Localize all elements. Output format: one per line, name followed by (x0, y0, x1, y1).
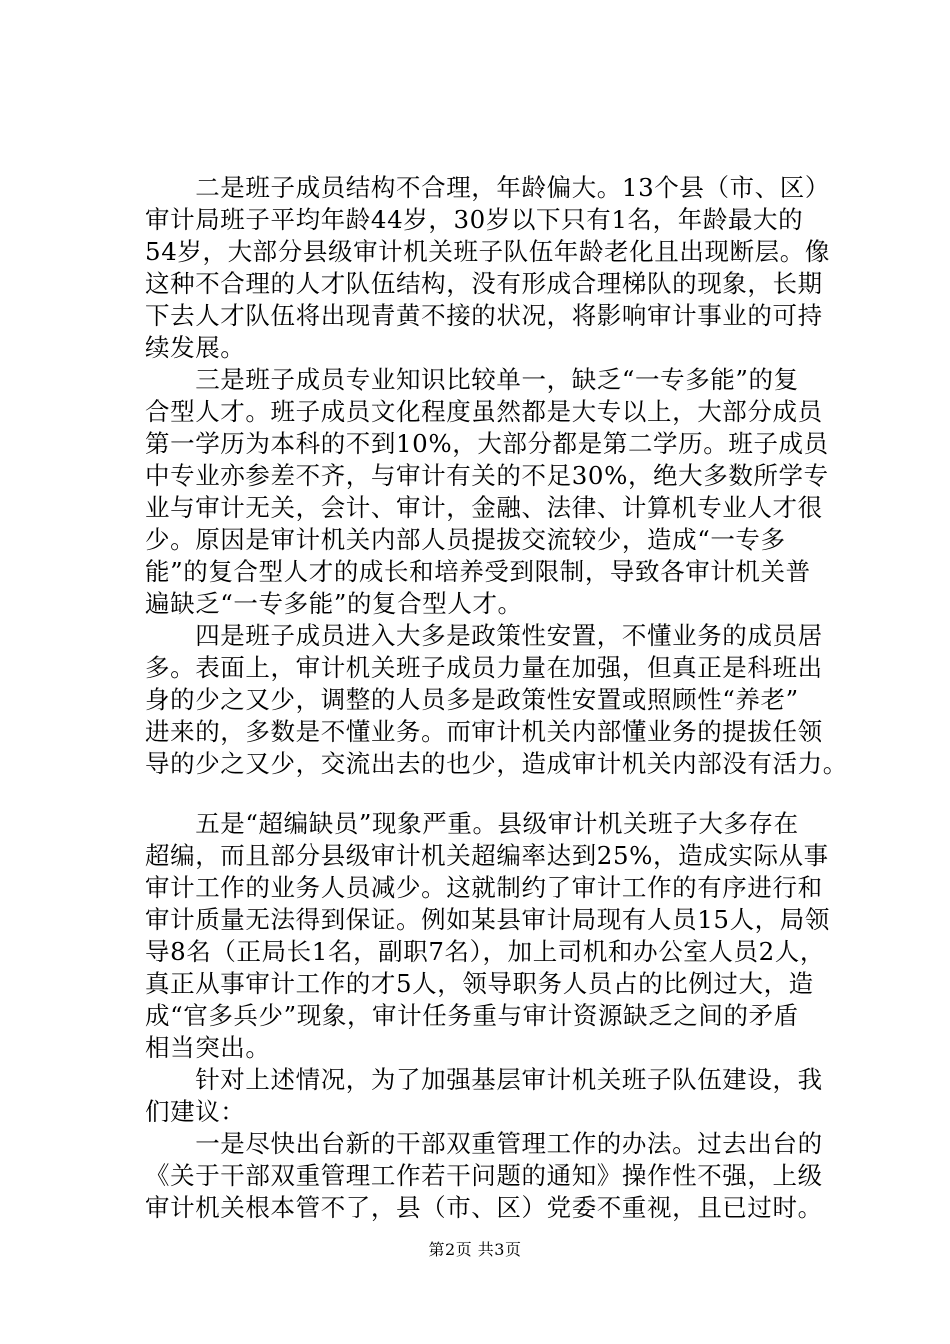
document-body (145, 172, 848, 1224)
paragraph-overstaffing (145, 808, 845, 1064)
text-line: 导的少之又少，交流出去的也少，造成审计机关内部没有活力。 (145, 749, 848, 778)
paragraph-suggestion-one (145, 1128, 845, 1224)
text-line: 遍缺乏“一专多能”的复合型人才。 (145, 589, 523, 618)
text-line: 54岁，大部分县级审计机关班子队伍年龄老化且出现断层。像 (145, 237, 830, 266)
text-line: 进来的，多数是不懂业务。而审计机关内部懂业务的提拔任领 (145, 717, 823, 746)
text-line: 这种不合理的人才队伍结构，没有形成合理梯队的现象，长期 (145, 269, 823, 298)
text-line: 续发展。 (145, 333, 246, 362)
text-line: 审计机关根本管不了，县（市、区）党委不重视，且已过时。 (145, 1193, 823, 1222)
text-line: 成“官多兵少”现象，审计任务重与审计资源缺乏之间的矛盾 (145, 1001, 799, 1030)
text-line: 们建议： (145, 1097, 246, 1126)
paragraph-spacer (145, 780, 845, 808)
paragraph-placement (145, 620, 848, 780)
text-line: 少。原因是审计机关内部人员提拔交流较少，造成“一专多 (145, 525, 786, 554)
text-line: 四是班子成员进入大多是政策性安置，不懂业务的成员居 (145, 621, 823, 650)
text-line: 下去人才队伍将出现青黄不接的状况，将影响审计事业的可持 (145, 301, 823, 330)
text-line: 中专业亦参差不齐，与审计有关的不足30%，绝大多数所学专 (145, 461, 829, 490)
text-line: 多。表面上，审计机关班子成员力量在加强，但真正是科班出 (145, 653, 823, 682)
text-line: 真正从事审计工作的才5人，领导职务人员占的比例过大，造 (145, 969, 814, 998)
paragraph-knowledge (145, 364, 845, 620)
text-line: 《关于干部双重管理工作若干问题的通知》操作性不强，上级 (145, 1161, 823, 1190)
text-line: 相当突出。 (145, 1033, 271, 1062)
text-line: 超编，而且部分县级审计机关超编率达到25%，造成实际从事 (145, 841, 829, 870)
text-line: 针对上述情况，为了加强基层审计机关班子队伍建设，我 (145, 1065, 823, 1094)
text-line: 第一学历为本科的不到10%，大部分都是第二学历。班子成员 (145, 429, 829, 458)
paragraph-structure-age (145, 172, 845, 364)
page-number-label: 第2页 共3页 (428, 1240, 522, 1259)
text-line: 导8名（正局长1名，副职7名），加上司机和办公室人员2人， (145, 937, 825, 966)
text-line: 一是尽快出台新的干部双重管理工作的办法。过去出台的 (145, 1129, 823, 1158)
text-line: 能”的复合型人才的成长和培养受到限制，导致各审计机关普 (145, 557, 811, 586)
text-line: 合型人才。班子成员文化程度虽然都是大专以上，大部分成员 (145, 397, 823, 426)
page-footer (0, 1239, 950, 1261)
text-line: 五是“超编缺员”现象严重。县级审计机关班子大多存在 (145, 809, 799, 838)
text-line: 业与审计无关，会计、审计，金融、法律、计算机专业人才很 (145, 493, 823, 522)
text-line: 三是班子成员专业知识比较单一，缺乏“一专多能”的复 (145, 365, 799, 394)
text-line: 审计局班子平均年龄44岁，30岁以下只有1名，年龄最大的 (145, 205, 804, 234)
text-line: 审计质量无法得到保证。例如某县审计局现有人员15人，局领 (145, 905, 830, 934)
paragraph-suggestion-intro (145, 1064, 845, 1128)
text-line: 身的少之又少，调整的人员多是政策性安置或照顾性“养老” (145, 685, 799, 714)
text-line: 二是班子成员结构不合理，年龄偏大。13个县（市、区） (145, 173, 830, 202)
text-line: 审计工作的业务人员减少。这就制约了审计工作的有序进行和 (145, 873, 823, 902)
